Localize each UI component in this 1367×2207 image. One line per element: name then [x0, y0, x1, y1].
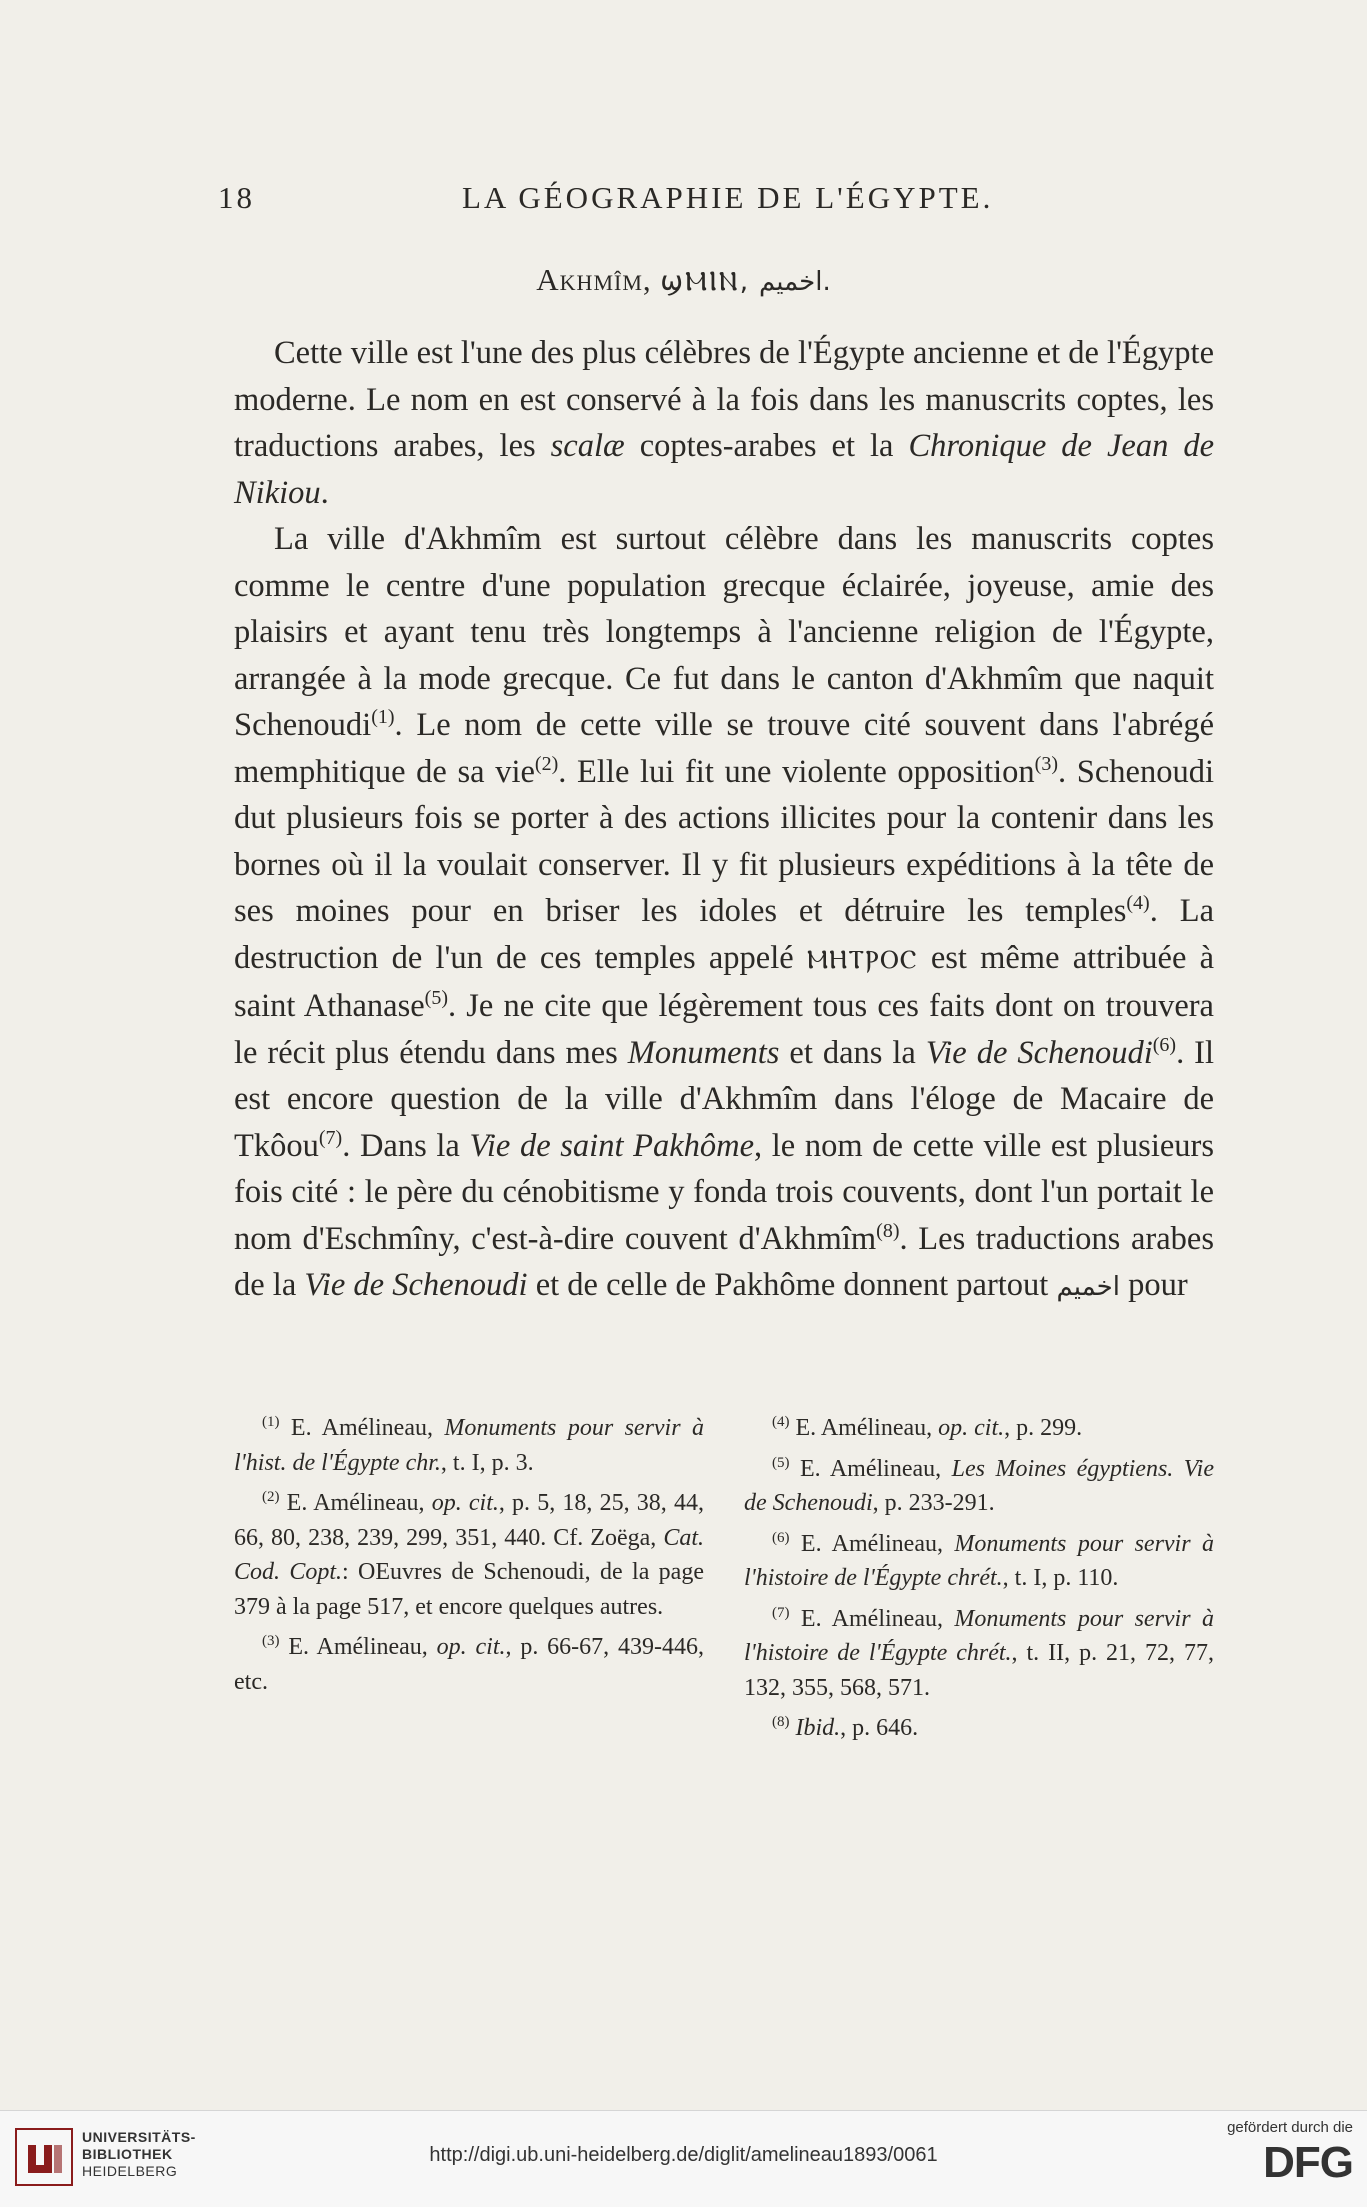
permalink-url[interactable]: http://digi.ub.uni-heidelberg.de/diglit/amelineau1893/0061 [429, 2144, 938, 2166]
footnote-4: $^{(4)}$ E. Amélineau, op. cit., p. 299. [772, 1414, 1083, 1441]
body-text [234, 330, 1214, 1311]
arabic-word: اخميم [1056, 1272, 1120, 1302]
funder-block [1227, 2119, 1353, 2188]
funder-text: gefördert durch die [1227, 2119, 1353, 2136]
footnotes-left-column [234, 1405, 704, 1746]
coptic-word: ⲘⲎⲦⲢⲞⲤ [806, 944, 918, 975]
footnote-ref-2: (2) [534, 752, 559, 775]
library-name: UNIVERSITÄTS- BIBLIOTHEK HEIDELBERG [82, 2129, 196, 2179]
section-heading [0, 262, 1367, 298]
footnotes-right-column [744, 1405, 1214, 1746]
footnote-ref-6: (6) [1152, 1033, 1177, 1056]
paragraph-2: La ville d'Akhmîm est surtout célèbre dans les manuscrits coptes comme le centre d'une population grecque éclairée, joyeuse, amie des plaisirs et ayant tenu très longtemps à l'ancienne religion de l'Égypte, arrangée à la mode grecque. Ce fut dans le canton d'Akhmîm que naquit Schenoudi$^{(1)}$. Le nom de cette ville se trouve cité souvent dans l'abrégé memphitique de sa vie$^{(2)}$. Elle lui fit une violente opposition$^{(3)}$. Schenoudi dut plusieurs fois se porter à des actions illicites pour la contenir dans les bornes où il la voulait conserver. Il y fit plusieurs expéditions à la tête de ses moines pour en briser les idoles et détruire les temples$^{(4)}$. La destruction de l'un de ces temples appelé ⲘⲎⲦⲢⲞⲤ est même attribuée à saint Athanase$^{(5)}$. Je ne cite que légèrement tous ces faits dont on trouvera le récit plus étendu dans mes Monuments et dans la Vie de Schenoudi$^{(6)}$. Il est encore question de la ville d'Akhmîm dans l'éloge de Macaire de Tkôou$^{(7)}$. Dans la Vie de saint Pakhôme, le nom de cette ville est plusieurs fois cité : le père du cénobitisme y fonda trois couvents, dont l'un portait le nom d'Eschmîny, c'est-à-dire couvent d'Akhmîm$^{(8)}$. Les traductions arabes de la Vie de Schenoudi et de celle de Pakhôme donnent partout اخميم pour [234, 521, 1215, 1303]
footnote-3: $^{(3)}$ E. Amélineau, op. cit., p. 66-67, 439-446, etc. [234, 1633, 704, 1695]
footnotes [234, 1405, 1214, 1746]
heading-latin: Akhmîm, [536, 262, 652, 297]
footnote-6: $^{(6)}$ E. Amélineau, Monuments pour servir à l'histoire de l'Égypte chrét., t. I, p. 110. [744, 1529, 1214, 1591]
page-number: 18 [218, 180, 255, 215]
footnote-ref-5: (5) [424, 987, 448, 1010]
running-title: LA GÉOGRAPHIE DE L'ÉGYPTE. [462, 180, 994, 215]
heading-arabic: اخميم. [758, 267, 831, 297]
footnote-7: $^{(7)}$ E. Amélineau, Monuments pour servir à l'histoire de l'Égypte chrét., t. II, p. 21, 72, 77, 132, 355, 568, 571. [744, 1604, 1214, 1701]
footnote-ref-1: (1) [371, 706, 395, 729]
viewer-footer [0, 2110, 1367, 2207]
paragraph-1: Cette ville est l'une des plus célèbres de l'Égypte ancienne et de l'Égypte moderne. Le nom en est conservé à la fois dans les manuscrits coptes, les traductions arabes, les scalæ coptes-arabes et la Chronique de Jean de Nikiou. [234, 335, 1215, 511]
footnote-ref-3: (3) [1034, 752, 1058, 775]
footnote-2: $^{(2)}$ E. Amélineau, op. cit., p. 5, 18, 25, 38, 44, 66, 80, 238, 239, 299, 351, 440. Cf. Zoëga, Cat. Cod. Copt.: OEuvres de Schenoudi, de la page 379 à la page 517, et encore quelques autres. [234, 1489, 704, 1620]
footnote-ref-7: (7) [318, 1126, 343, 1149]
dfg-logo[interactable]: DFG [1263, 2138, 1353, 2187]
footnote-5: $^{(5)}$ E. Amélineau, Les Moines égyptiens. Vie de Schenoudi, p. 233-291. [744, 1454, 1214, 1516]
footnote-ref-8: (8) [876, 1219, 900, 1242]
footnote-1: $^{(1)}$ E. Amélineau, Monuments pour servir à l'hist. de l'Égypte chr., t. I, p. 3. [234, 1414, 704, 1476]
footnote-ref-4: (4) [1126, 892, 1150, 915]
heading-coptic: ϣⲘⲒⲚ, [660, 266, 751, 297]
footnote-8: $^{(8)}$ Ibid., p. 646. [772, 1714, 919, 1741]
running-head [0, 170, 1367, 230]
